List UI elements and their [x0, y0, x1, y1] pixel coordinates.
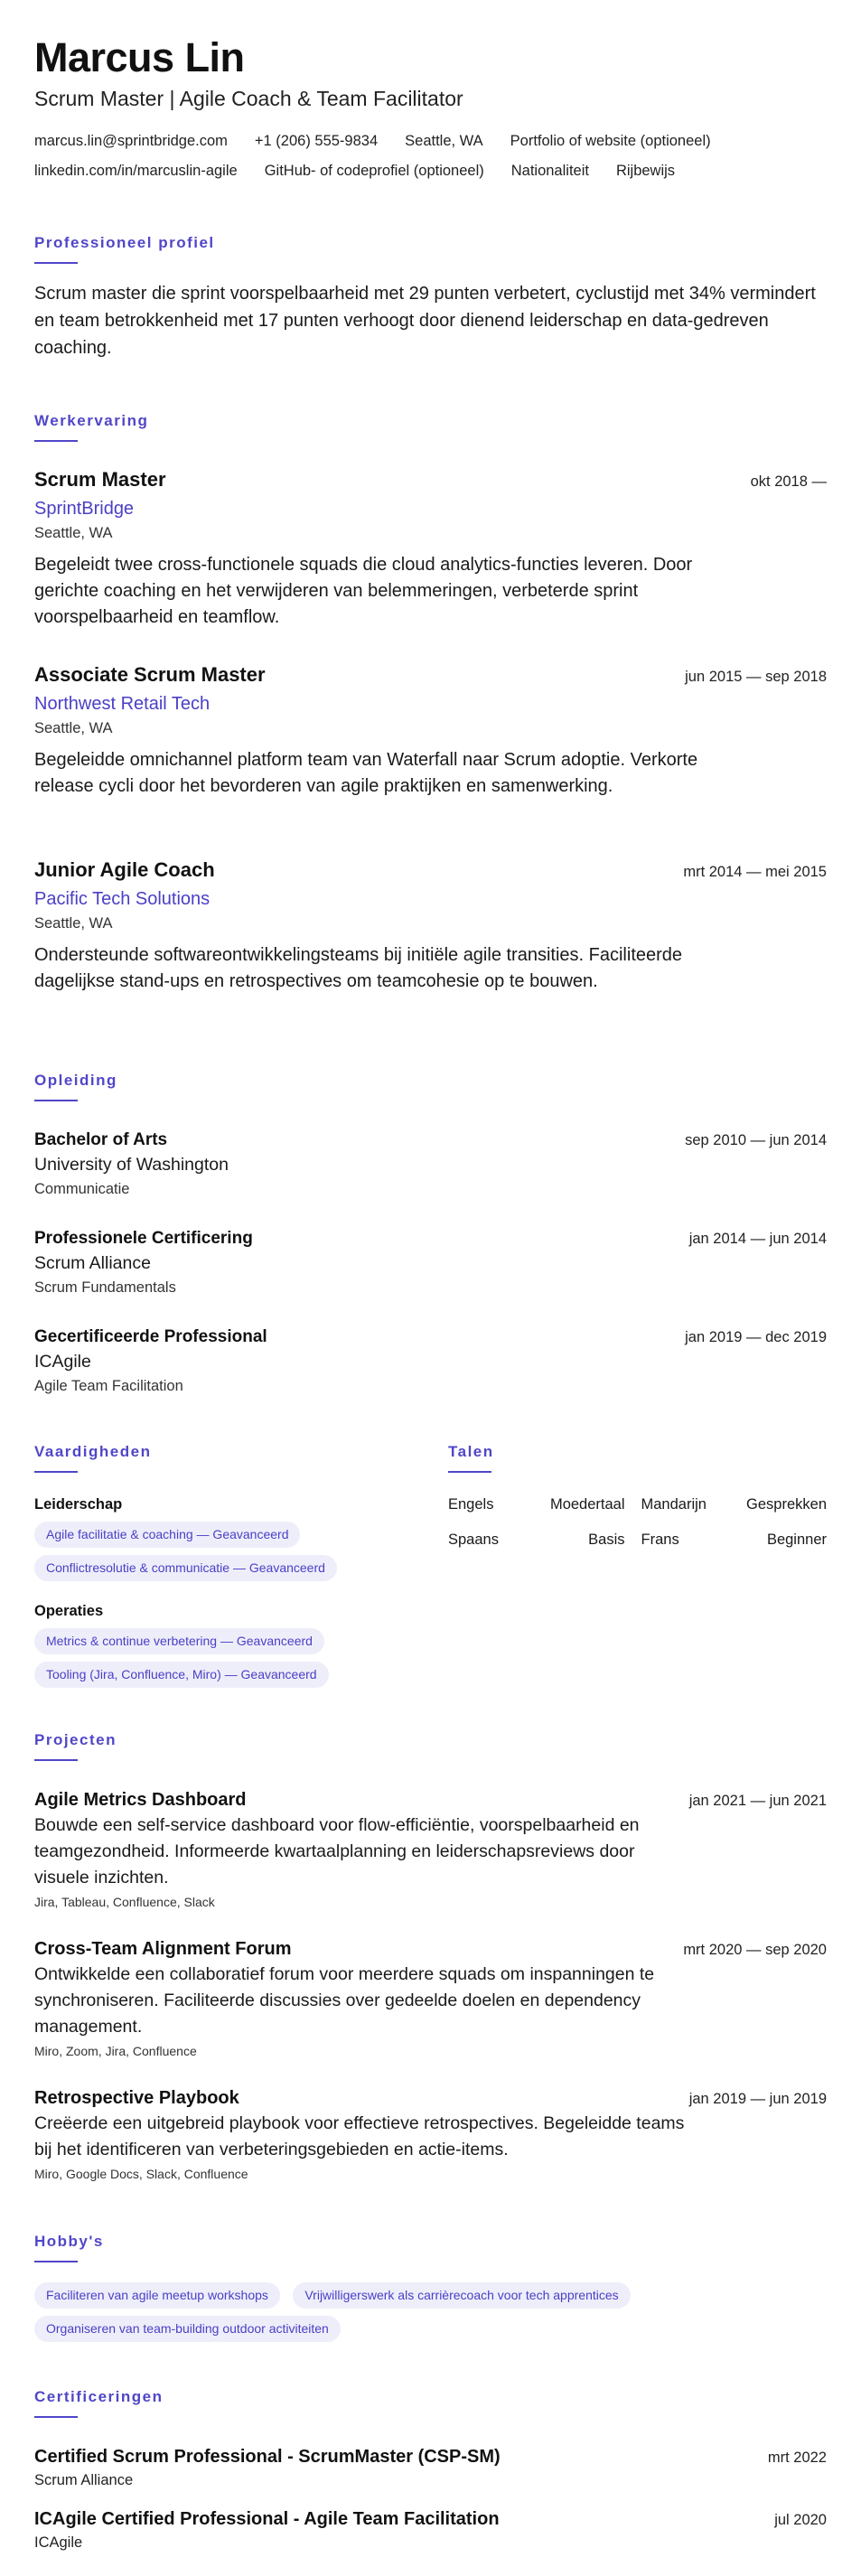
education-field: Agile Team Facilitation [34, 1378, 183, 1394]
candidate-name: Marcus Lin [34, 34, 245, 80]
hobby-chip: Faciliteren van agile meetup workshops [34, 2282, 280, 2309]
section-title: Certificeringen [34, 2388, 164, 2405]
language-name: Engels [448, 1496, 494, 1513]
education-entry [34, 1325, 827, 1398]
contact-location: Seattle, WA [405, 133, 483, 149]
language-item [638, 1530, 827, 1550]
certification-issuer: Scrum Alliance [34, 2472, 134, 2488]
section-title: Projecten [34, 1731, 117, 1748]
section-skills-languages [34, 1442, 827, 1713]
section-profile [34, 233, 827, 361]
section-projects [34, 1730, 827, 2218]
job-entry [34, 857, 827, 995]
job-company: Northwest Retail Tech [34, 694, 211, 714]
job-company: Pacific Tech Solutions [34, 889, 211, 909]
section-divider [448, 1471, 491, 1473]
contact-github[interactable]: GitHub- of codeprofiel (optioneel) [264, 163, 484, 179]
project-date: mrt 2020 — sep 2020 [683, 1942, 827, 1958]
education-entry [34, 1227, 827, 1299]
contact-nationality: Nationaliteit [510, 163, 589, 179]
language-name: Frans [641, 1532, 679, 1548]
section-title: Hobby's [34, 2233, 104, 2250]
education-date: jan 2019 — dec 2019 [685, 1329, 827, 1345]
job-location: Seattle, WA [34, 720, 113, 736]
skill-chip: Conflictresolutie & communicatie — Geavanceerd [34, 1555, 337, 1581]
project-description: Bouwde een self-service dashboard voor flow-efficiëntie, voorspelbaarheid en teamgezondheid. Informeerde kwartaalplanning en leiderschapsreviews door visuele inzichten. [34, 1815, 640, 1888]
project-name: Cross-Team Alignment Forum [34, 1939, 292, 1959]
job-date: mrt 2014 — mei 2015 [683, 864, 827, 880]
skill-chip: Tooling (Jira, Confluence, Miro) — Geavanceerd [34, 1662, 329, 1688]
contact-drivers-license: Rijbewijs [615, 163, 676, 179]
language-row [448, 1530, 827, 1550]
project-entry [34, 2086, 827, 2183]
section-divider [34, 2416, 78, 2418]
project-entry [34, 1788, 827, 1911]
language-name: Mandarijn [641, 1496, 707, 1513]
language-name: Spaans [448, 1532, 499, 1548]
job-title: Scrum Master [34, 468, 166, 491]
section-education [34, 1071, 827, 1414]
project-entry [34, 1937, 827, 2060]
language-level: Moedertaal [549, 1496, 625, 1513]
education-date: jan 2014 — jun 2014 [688, 1231, 827, 1247]
job-description: Ondersteunde softwareontwikkelingsteams bij initiële agile transities. Faciliteerde dagelijkse stand-ups en retrospectives om teamcohesie op te bouwen. [34, 945, 683, 991]
language-item [638, 1494, 827, 1514]
contact-linkedin[interactable]: linkedin.com/in/marcuslin-agile [34, 163, 238, 179]
education-date: sep 2010 — jun 2014 [685, 1132, 827, 1148]
education-entry [34, 1129, 827, 1201]
section-experience [34, 411, 827, 1044]
job-entry [34, 467, 827, 631]
hobby-chip: Organiseren van team-building outdoor activiteiten [34, 2316, 341, 2342]
section-title: Professioneel profiel [34, 234, 215, 251]
section-divider [34, 2261, 78, 2262]
job-location: Seattle, WA [34, 525, 113, 541]
job-location: Seattle, WA [34, 915, 113, 932]
section-title: Vaardigheden [34, 1443, 152, 1460]
certification-issuer: ICAgile [34, 2534, 83, 2551]
project-tech: Miro, Google Docs, Slack, Confluence [34, 2167, 248, 2181]
job-description: Begeleidt twee cross-functionele squads die cloud analytics-functies leveren. Door gerichte coaching en het verwijderen van belemmeringen, verbeterde sprint voorspelbaarheid en teamflow. [34, 555, 693, 627]
project-tech: Jira, Tableau, Confluence, Slack [34, 1895, 215, 1909]
project-date: jan 2019 — jun 2019 [688, 2091, 827, 2107]
certification-date: jul 2020 [774, 2512, 827, 2528]
project-description: Ontwikkelde een collaboratief forum voor meerdere squads om inspanningen te synchroniseren. Faciliteerde discussies over gedeelde doelen en dependency management. [34, 1964, 655, 2037]
certification-name: ICAgile Certified Professional - Agile Team Facilitation [34, 2509, 500, 2529]
job-date: jun 2015 — sep 2018 [685, 669, 827, 685]
certification-entry [34, 2445, 827, 2491]
job-title: Junior Agile Coach [34, 858, 215, 881]
contact-phone[interactable]: +1 (206) 555-9834 [254, 133, 379, 149]
certification-date: mrt 2022 [767, 2450, 827, 2466]
section-divider [34, 1100, 78, 1101]
education-institution: University of Washington [34, 1155, 229, 1175]
job-entry [34, 662, 827, 800]
section-divider [34, 262, 78, 264]
language-level: Beginner [766, 1532, 827, 1548]
resume-header [34, 34, 827, 186]
skill-chip: Agile facilitatie & coaching — Geavanceerd [34, 1522, 300, 1548]
language-item [448, 1494, 638, 1514]
candidate-headline: Scrum Master | Agile Coach & Team Facilitator [34, 87, 463, 110]
education-field: Scrum Fundamentals [34, 1279, 176, 1296]
job-description: Begeleidde omnichannel platform team van Waterfall naar Scrum adoptie. Verkorte release cycli door het bevorderen van agile praktijken en samenwerking. [34, 750, 698, 796]
section-title: Talen [448, 1443, 494, 1460]
contact-row [34, 156, 827, 186]
education-institution: Scrum Alliance [34, 1253, 151, 1273]
education-field: Communicatie [34, 1181, 130, 1197]
education-degree: Professionele Certificering [34, 1229, 253, 1248]
contact-row [34, 126, 827, 156]
language-row [448, 1494, 827, 1514]
project-date: jan 2021 — jun 2021 [688, 1793, 827, 1809]
contact-email[interactable]: marcus.lin@sprintbridge.com [34, 133, 228, 149]
hobby-chip: Vrijwilligerswerk als carrièrecoach voor tech apprentices [293, 2282, 630, 2309]
certification-entry [34, 2507, 827, 2553]
language-level: Basis [588, 1532, 625, 1548]
section-divider [34, 1471, 78, 1473]
job-date: okt 2018 — [750, 473, 827, 490]
certification-name: Certified Scrum Professional - ScrumMaster (CSP-SM) [34, 2447, 501, 2467]
language-item [448, 1530, 638, 1550]
section-divider [34, 440, 78, 442]
job-company: SprintBridge [34, 499, 135, 519]
contact-portfolio[interactable]: Portfolio of website (optioneel) [510, 133, 711, 149]
section-title: Werkervaring [34, 412, 149, 429]
education-degree: Gecertificeerde Professional [34, 1327, 267, 1346]
section-hobbies [34, 2232, 827, 2367]
education-institution: ICAgile [34, 1352, 91, 1372]
project-tech: Miro, Zoom, Jira, Confluence [34, 2044, 197, 2058]
project-name: Retrospective Playbook [34, 2088, 239, 2108]
section-certifications [34, 2387, 827, 2568]
project-description: Creëerde een uitgebreid playbook voor effectieve retrospectives. Begeleidde teams bij het identificeren van verbeteringsgebieden en actie-items. [34, 2113, 685, 2159]
skills-column [34, 1442, 432, 1695]
project-name: Agile Metrics Dashboard [34, 1790, 247, 1810]
profile-summary: Scrum master die sprint voorspelbaarheid met 29 punten verbetert, cyclustijd met 34% vermindert en team betrokkenheid met 17 punten verhoogt door dienend leiderschap en data-gedreven coaching. [34, 284, 816, 358]
language-level: Gesprekken [746, 1496, 827, 1513]
languages-column [448, 1442, 827, 1550]
contact-info [34, 126, 827, 186]
skill-group-title: Operaties [34, 1603, 104, 1619]
section-divider [34, 1759, 78, 1761]
skill-chip: Metrics & continue verbetering — Geavanceerd [34, 1628, 324, 1654]
education-degree: Bachelor of Arts [34, 1130, 168, 1149]
section-title: Opleiding [34, 1072, 117, 1089]
skill-group-title: Leiderschap [34, 1496, 123, 1513]
job-title: Associate Scrum Master [34, 663, 266, 686]
